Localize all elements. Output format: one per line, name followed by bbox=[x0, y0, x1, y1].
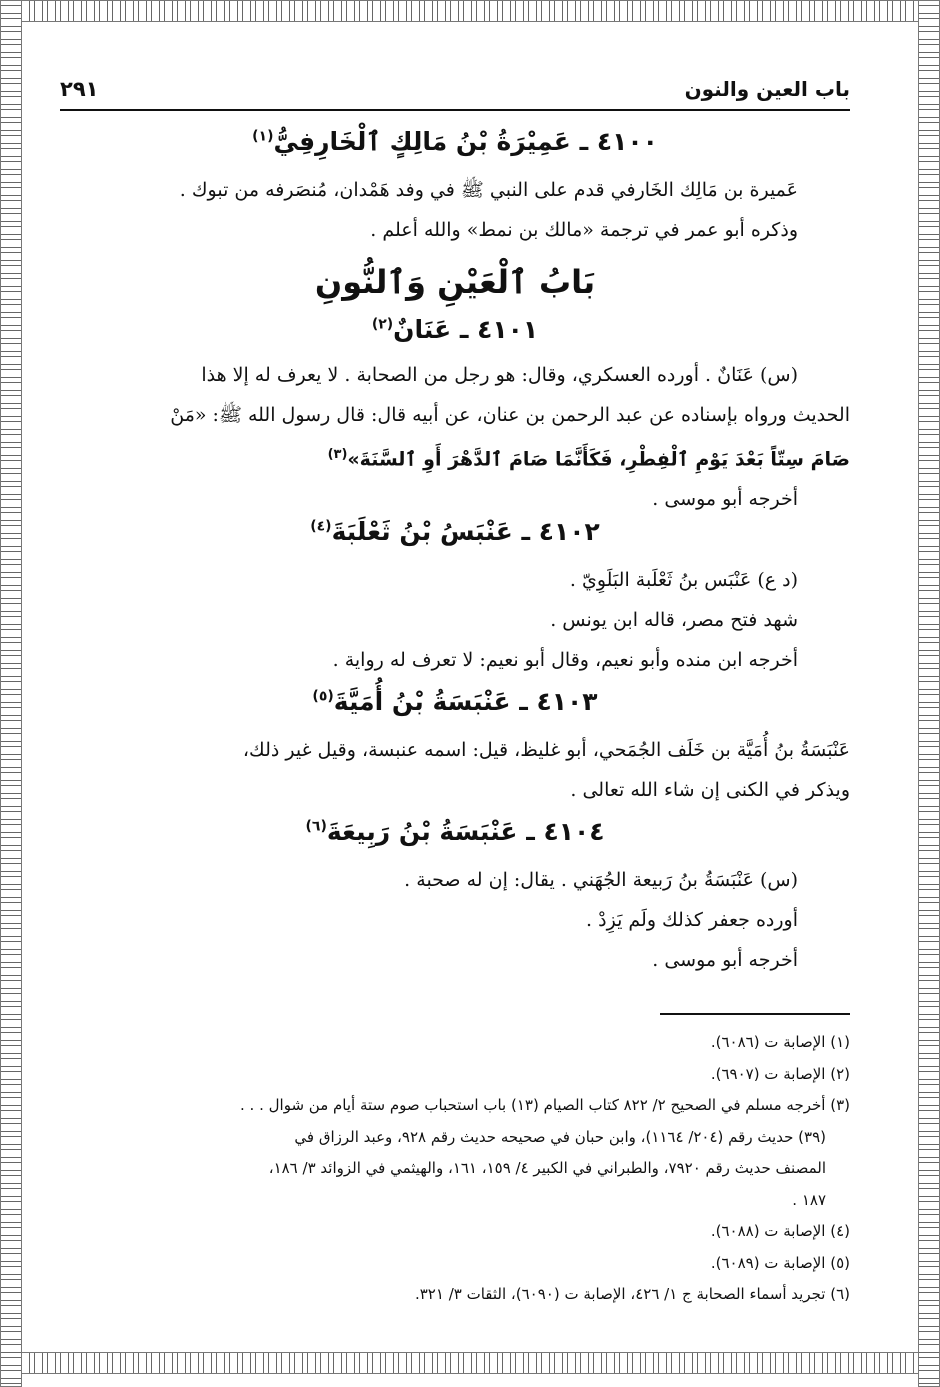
entry-text: أورده جعفر كذلك ولَم يَزِدْ . bbox=[586, 909, 798, 931]
entry-text: عَنْبَسَةُ بنُ أُمَيَّة بن خَلَف الجُمَحي، أبو غليظ، قيل: اسمه عنبسة، وقيل غير ذلك، bbox=[242, 739, 850, 761]
footnote: (٤) الإصابة ت (٦٠٨٨). bbox=[710, 1222, 850, 1240]
ornamental-border-left bbox=[0, 0, 22, 1387]
hadith-quote: صَامَ سِتّاً بَعْدَ يَوْمِ ٱلْفِطْرِ، فَكَأَنَّمَا صَامَ ٱلدَّهْرَ أَوِ ٱلسَّنَةَ»$^{(٣)}$ bbox=[327, 447, 850, 471]
entry-text: أخرجه أبو موسى . bbox=[652, 488, 798, 511]
footnote: (٦) تجريد أسماء الصحابة ج ١/ ٤٢٦، الإصابة ت (٦٠٩٠)، الثقات ٣/ ٣٢١. bbox=[414, 1285, 850, 1303]
footnote: (٢) الإصابة ت (٦٩٠٧). bbox=[710, 1064, 850, 1083]
entry-4100 bbox=[60, 127, 850, 156]
entry-4101 bbox=[60, 315, 850, 344]
page-header bbox=[60, 75, 850, 111]
footnote-ref: (٥) bbox=[312, 688, 334, 705]
entry-4103 bbox=[60, 687, 850, 716]
entry-4102-body bbox=[60, 560, 850, 680]
page-number: ٢٩١ bbox=[60, 77, 99, 101]
entry-text: (د ع) عَنْبَس بنُ ثَعْلَبة البَلَوِيّ . bbox=[569, 569, 798, 591]
chapter-title: بَابُ ٱلْعَيْنِ وَٱلنُّونِ bbox=[314, 263, 596, 301]
entry-text: عَميرة بن مَالِك الخَارفي قدم على النبي ﷺ في وفد هَمْدان، مُنصَرفه من تبوك . bbox=[179, 179, 798, 201]
entry-4100-body bbox=[60, 170, 850, 250]
footnote-continuation: المصنف حديث رقم ٧٩٢٠، والطبراني في الكبير ٤/ ١٥٩، ١٦١، والهيثمي في الزوائد ٣/ ١٨٦، bbox=[268, 1159, 826, 1177]
entry-text: الحديث ورواه بإسناده عن عبد الرحمن بن عنان، عن أبيه قال: قال رسول الله ﷺ: «مَنْ bbox=[170, 404, 850, 426]
entry-text: ويذكر في الكنى إن شاء الله تعالى . bbox=[570, 779, 850, 801]
entry-title: ٤١٠٠ ـ عَمِيْرَةُ بْنُ مَالِكٍ ٱلْخَارِفِيُّ$^{(١)}$ bbox=[252, 127, 658, 156]
footnote-ref: (٦) bbox=[305, 818, 327, 835]
entry-4101-body bbox=[60, 355, 850, 519]
running-title: باب العين والنون bbox=[684, 77, 850, 101]
entry-4103-body bbox=[60, 730, 850, 810]
entry-text: شهد فتح مصر، قاله ابن يونس . bbox=[550, 609, 798, 631]
entry-4104 bbox=[60, 817, 850, 846]
entry-text: (س) عَنَانٌ . أورده العسكري، وقال: هو رجل من الصحابة . لا يعرف له إلا هذا bbox=[201, 364, 798, 386]
entry-text: (س) عَنْبَسَةُ بنُ رَبيعة الجُهَني . يقال: إن له صحبة . bbox=[404, 869, 798, 891]
footnotes bbox=[60, 1027, 850, 1311]
entry-title: ٤١٠٢ ـ عَنْبَسُ بْنُ ثَعْلَبَةَ$^{(٤)}$ bbox=[310, 517, 600, 546]
ornamental-border-top bbox=[0, 0, 940, 22]
footnote-continuation: ١٨٧ . bbox=[792, 1190, 826, 1209]
footnote-continuation: (٣٩) حديث رقم (٢٠٤/ ١١٦٤)، وابن حبان في صحيحه حديث رقم ٩٢٨، وعبد الرزاق في bbox=[294, 1127, 826, 1146]
entry-4102 bbox=[60, 517, 850, 546]
entry-title: ٤١٠١ ـ عَنَانٌ$^{(٢)}$ bbox=[371, 315, 539, 344]
footnote-ref: (١) bbox=[252, 128, 274, 145]
footnote: (٣) أخرجه مسلم في الصحيح ٢/ ٨٢٢ كتاب الصيام (١٣) باب استحباب صوم ستة أيام من شوال . . . bbox=[240, 1096, 850, 1114]
ornamental-border-bottom bbox=[0, 1352, 940, 1374]
entry-text: وذكره أبو عمر في ترجمة «مالك بن نمط» والله أعلم . bbox=[370, 219, 798, 241]
footnote-ref: (٤) bbox=[310, 518, 332, 535]
entry-text: أخرجه ابن منده وأبو نعيم، وقال أبو نعيم: لا تعرف له رواية . bbox=[332, 649, 798, 671]
footnote: (١) الإصابة ت (٦٠٨٦). bbox=[710, 1033, 850, 1051]
entry-title: ٤١٠٣ ـ عَنْبَسَةُ بْنُ أُمَيَّةَ$^{(٥)}$ bbox=[312, 687, 598, 716]
footnote: (٥) الإصابة ت (٦٠٨٩). bbox=[710, 1253, 850, 1272]
footnote-ref: (٢) bbox=[371, 316, 394, 333]
footnote-separator bbox=[660, 1013, 850, 1015]
chapter-heading bbox=[60, 263, 850, 301]
book-page bbox=[60, 55, 850, 1335]
entry-title: ٤١٠٤ ـ عَنْبَسَةُ بْنُ رَبِيعَةَ$^{(٦)}$ bbox=[305, 817, 605, 846]
footnote-ref: (٣) bbox=[327, 447, 348, 462]
entry-text: أخرجه أبو موسى . bbox=[652, 949, 798, 971]
ornamental-border-right bbox=[918, 0, 940, 1387]
entry-4104-body bbox=[60, 860, 850, 980]
